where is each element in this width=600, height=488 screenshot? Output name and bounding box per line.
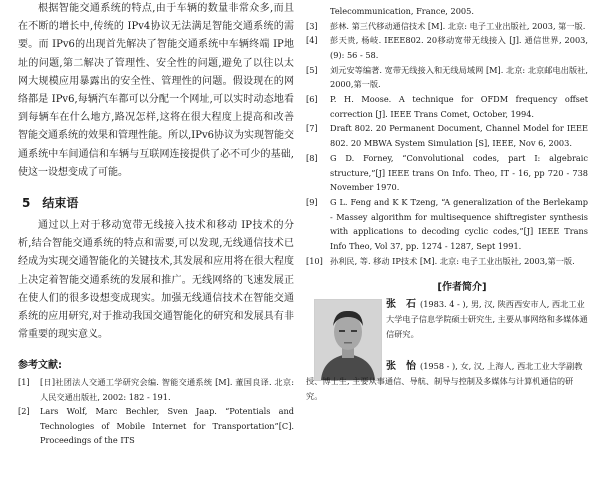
author-name: 张 石 bbox=[386, 299, 416, 311]
author-intro bbox=[306, 297, 588, 415]
author-intro-heading: [作者简介] bbox=[437, 282, 487, 294]
reference-number: [8] bbox=[306, 152, 318, 163]
reference-number: [5] bbox=[306, 64, 318, 75]
reference-text: 彭林. 第三代移动通信技术 [M]. 北京: 电子工业出版社, 2003, 第一版. bbox=[330, 20, 586, 31]
reference-item bbox=[306, 195, 588, 254]
section-heading: 5 结束语 bbox=[22, 196, 79, 211]
reference-number: [1] bbox=[18, 377, 30, 388]
reference-number: [3] bbox=[306, 20, 318, 31]
author-name: 张 怡 bbox=[386, 361, 416, 373]
conclusion-paragraph: 通过以上对于移动宽带无线接入技术和移动 IP技术的分析,结合智能交通系统的特点和需要,可以发现,无线通信技术已经成为实现交通智能化的关键技术,其发展和应用将在很大程度上决定着智能交通系统的发展和推广。无线网络的飞速发展正在使人们的很多设想变成现实。加强无线通信技术在智能交通系统的应用研究,对于推动我国交通智能化的研究和发展具有非常重要的现实意义。 bbox=[18, 220, 294, 341]
reference-item bbox=[18, 404, 294, 448]
author-bio-2 bbox=[306, 359, 588, 404]
reference-text: 彭天贵, 杨岐. IEEE802. 20移动宽带无线接入 [J]. 通信世界, 2003, (9): 56 - 58. bbox=[330, 35, 588, 60]
reference-item bbox=[306, 151, 588, 195]
reference-text: 孙利民, 等. 移动 IP技术 [M]. 北京: 电子工业出版社, 2003,第一版. bbox=[330, 255, 575, 266]
author-bio-1 bbox=[386, 297, 588, 342]
reference-item bbox=[306, 254, 588, 269]
reference-text: G D. Forney, “Convolutional codes, part I: algebraic structure,”[J] IEEE trans On Info. Theo, IT - 16, pp 720 - 738 November 1970. bbox=[330, 152, 588, 193]
reference-continuation: Telecommunication, France, 2005. bbox=[330, 6, 474, 16]
author-description: (1983. 4 - ), 男, 汉, 陕西西安市人, 西北工业大学电子信息学院硕士研究生, 主要从事网络和多媒体通信研究。 bbox=[386, 299, 588, 340]
reference-item bbox=[306, 33, 588, 62]
reference-text: Draft 802. 20 Permanent Document, Channel Model for IEEE 802. 20 MBWA System Simulation [S], IEEE, Nov 6, 2003. bbox=[330, 123, 588, 149]
author-description: (1958 - ), 女, 汉, 上海人, 西北工业大学副教授、博士生, 主要从事通信、导航、制导与控制及多媒体与计算机通信的研究。 bbox=[306, 361, 583, 402]
reference-number: [7] bbox=[306, 123, 318, 134]
reference-text: 刘元安等编著. 宽带无线接入和无线局域网 [M]. 北京: 北京邮电出版社, 2000,第一版. bbox=[330, 64, 588, 90]
reference-number: [10] bbox=[306, 255, 323, 266]
reference-text: Lars Wolf, Marc Bechler, Sven Jaap. “Potentials and Technologies of Mobile Internet for Transportation”[C]. Proceedings of the ITS bbox=[40, 406, 294, 446]
reference-number: [4] bbox=[306, 35, 318, 46]
reference-text: [日]社团法人交通工学研究会编. 智能交通系统 [M]. 董国良译. 北京: 人民交通出版社, 2002: 182 - 191. bbox=[40, 377, 294, 402]
reference-item bbox=[306, 92, 588, 121]
reference-item bbox=[18, 375, 294, 404]
references-heading: 参考文献: bbox=[18, 360, 62, 372]
intro-paragraph: 根据智能交通系统的特点,由于车辆的数量非常众多,而且在不断的增长中,传统的 IPv4协议无法满足智能交通系统的需要。而 IPv6的出现首先解决了智能交通系统中车辆终端 IP地址的问题,第二解决了管理性、安全性的问题,避免了以往以太网大规模应用暴露出的安全性、管理性的问题。假设现在的网络都是 IPv6,每辆汽车都可以分配一个网址,可以实时动态地看到每辆车在什么地方,路况怎样,这将在很大程度上提高和改善智能交通系统的效果和管理性能。所以,IPv6协议为实现智能交通系统中车间通信和车辆与互联网连接提供了必不可少的基础,使这一设想变成了可能。 bbox=[18, 3, 294, 178]
reference-item bbox=[306, 19, 588, 34]
reference-item bbox=[306, 63, 588, 92]
reference-number: [2] bbox=[18, 406, 30, 417]
reference-item bbox=[306, 121, 588, 150]
reference-number: [6] bbox=[306, 94, 318, 105]
right-column bbox=[306, 0, 588, 415]
reference-number: [9] bbox=[306, 196, 318, 207]
left-column bbox=[18, 0, 294, 448]
reference-text: P. H. Moose. A technique for OFDM frequency offset correction [J]. IEEE Trans Comet, October, 1994. bbox=[330, 94, 588, 119]
reference-text: G L. Feng and K K Tzeng, “A generalization of the Berlekamp - Massey algorithm for multisequence shiftregister synthesis with applications to decoding cyclic codes,”[J] IEEE Trans Info Theo, Vol 37, pp. 1274 - 1287, Sept 1991. bbox=[330, 196, 588, 252]
